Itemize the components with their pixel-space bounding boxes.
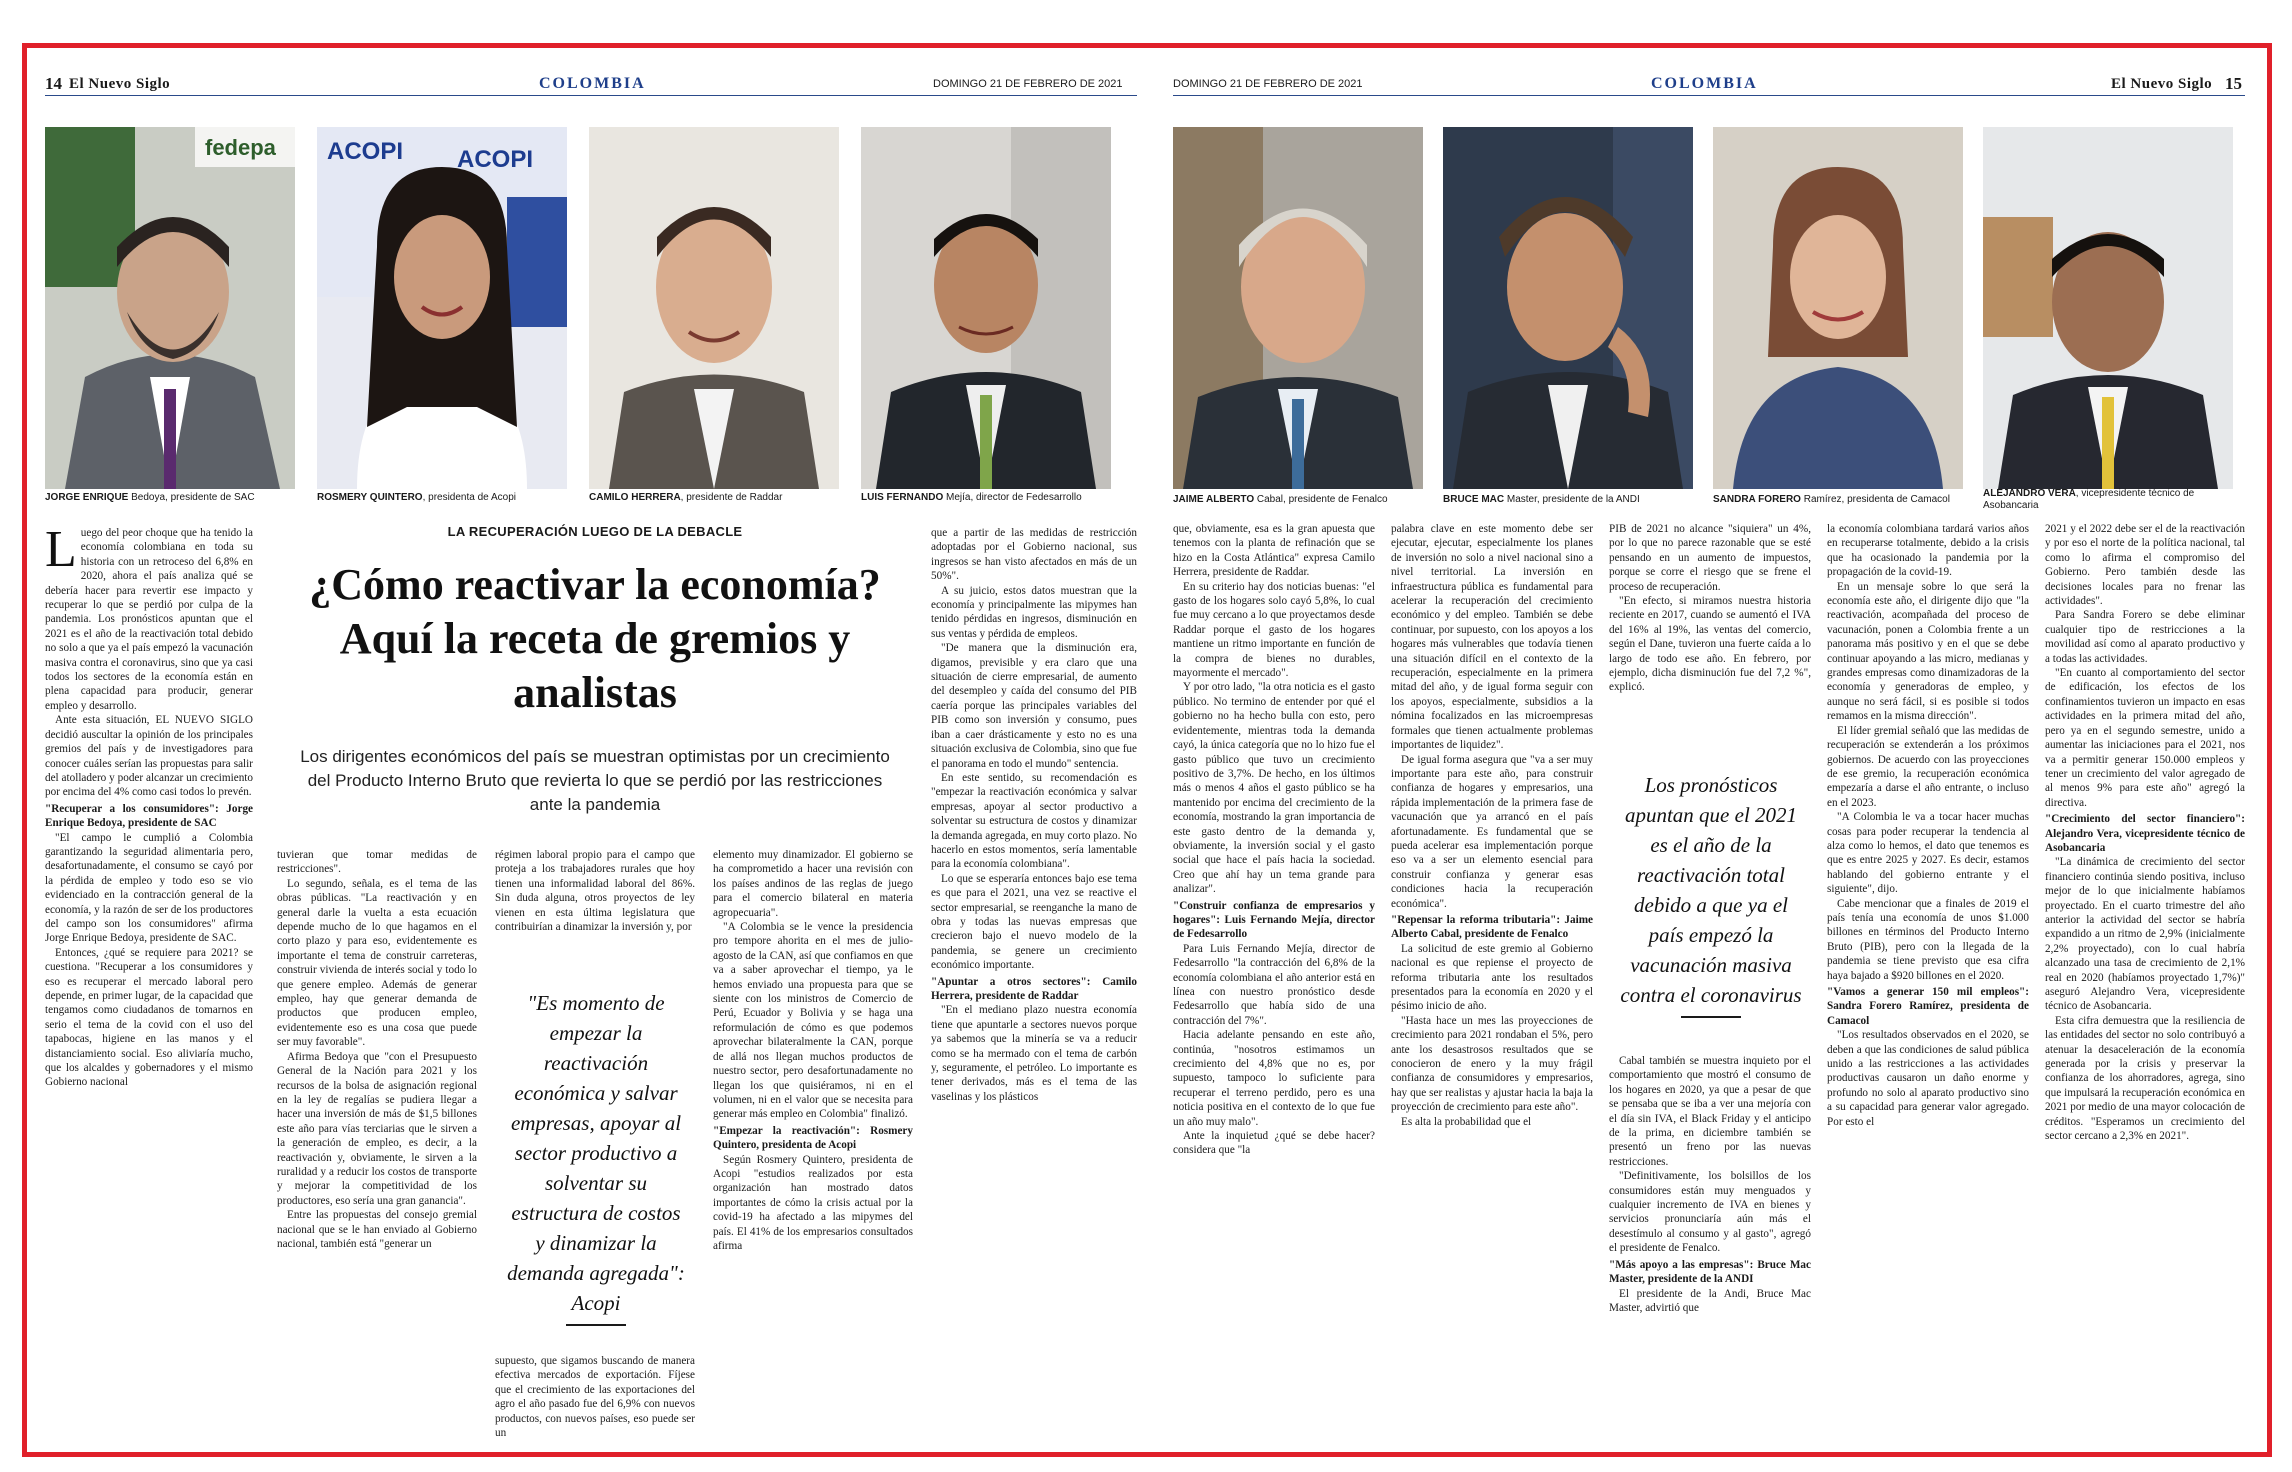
subheading: "Recuperar a los consumidores": Jorge Enrique Bedoya, presidente de SAC bbox=[45, 802, 253, 830]
photo-caption: JORGE ENRIQUE Bedoya, presidente de SAC bbox=[45, 492, 255, 503]
article-column-1: que, obviamente, esa es la gran apuesta que tenemos con la planta de refinación que se hizo en la Costa Atlántica" expresa Camilo Herrera, presidente de Raddar. En su criterio hay dos noticias buenas: "el gasto de los hogares solo cayó 5,8%, lo cual fue muy cercano a lo que proyectamos desde Raddar porque el gasto de los hogares mantiene un ritmo importante en función de la compra de bienes no durables, mayormente el mercado". Y por otro lado, "la otra noticia es el gasto público. No termino de entender por qué el gobierno no ha hecho bulla con esto, pero evidentemente, mientras toda la demanda cayó, la única categoría que no lo hizo fue el gasto público que tuvo un crecimiento positivo de 3,7%. De hecho, en los últimos más o menos 4 años el gasto público se ha mantenido por encima del crecimiento de la economía, mostrando la gran importancia de este gasto dentro de la demanda y, obviamente, la inversión social y el gasto social que hace el país hacia la sociedad. Creo que ahí hay un tema grande para analizar". "Construir confianza de empresarios y hogares": Luis Fernando Mejía, director de Fedesarrollo Para Luis Fernando Mejía, director de Fedesarrollo "la contracción del 6,8% de la economía colombiana el año anterior está en línea con nuestro pronóstico desde Fedesarrollo que había sido de una contracción del 7%". Hacia adelante pensando en este año, continúa, "nosotros estimamos un crecimiento del 4,8% que no es, por supuesto, tampoco lo suficiente para recuperar el terreno perdido, pero es una noticia positiva en el contexto de lo que fue un año muy malo". Ante la inquietud ¿qué se debe hacer? considera que "la bbox=[1173, 523, 1375, 1157]
subheading: "Repensar la reforma tributaria": Jaime Alberto Cabal, presidente de Fenalco bbox=[1391, 913, 1593, 941]
right-page-header bbox=[1173, 74, 2245, 96]
photo-bruce-mac-master bbox=[1443, 127, 1693, 489]
right-page bbox=[1173, 48, 2245, 1452]
paper-name: El Nuevo Siglo bbox=[69, 76, 171, 92]
article-column-4: elemento muy dinamizador. El gobierno se ha comprometido a hacer una revisión con los países andinos de las reglas de juego para el comercio bilateral en materia agropecuaria". "A Colombia se le vence la presidencia pro tempore ahorita en el mes de julio-agosto de la CAN, así que confiamos en que va a saber aprovechar el tiempo, ya le hemos enviado una propuesta para que se siente con los ministros de Comercio de Perú, Ecuador y Bolivia y se haga una reformulación de cómo es que podemos aprovechar bilateralmente la CAN, porque de allá nos llegan muchos productos de nuestro sector, pero desafortunadamente no llegan los que quisiéramos, ni en el volumen, ni en el valor que se necesita para generar más empleo en Colombia" finalizó. "Empezar la reactivación": Rosmery Quintero, presidenta de Acopi Según Rosmery Quintero, presidenta de Acopi "estudios realizados por esta organización han mostrado datos importantes de cómo la crisis actual por la covid-19 ha afectado a las mipymes del país. El 41% de los empresarios consultados afirma bbox=[713, 849, 913, 1252]
drop-cap: L bbox=[45, 521, 77, 578]
photo-caption: ROSMERY QUINTERO, presidenta de Acopi bbox=[317, 492, 516, 503]
photo-caption: JAIME ALBERTO Cabal, presidente de Fenalco bbox=[1173, 494, 1388, 505]
photo-caption: BRUCE MAC Master, presidente de la ANDI bbox=[1443, 494, 1640, 505]
section-name: COLOMBIA bbox=[539, 75, 646, 92]
article-column-3: PIB de 2021 no alcance "siquiera" un 4%, por lo que no parece razonable que se esté pensando en un aumento de impuestos, porque se corre el riesgo que se frene el proceso de recuperación. "En efecto, si miramos nuestra historia reciente en 2017, cuando se aumentó el IVA del 16% al 19%, las ventas del comercio, según el Dane, tuvieron una fuerte caída a lo largo de todo ese año. En febrero, por ejemplo, dicha disminución fue del 7,2 %", explicó. bbox=[1609, 523, 1811, 694]
page-number: 15 bbox=[2225, 74, 2242, 93]
photo-caption: ALEJANDRO VERA, vicepresidente técnico de Asobancaria bbox=[1983, 488, 2195, 511]
paper-name: El Nuevo Siglo bbox=[2111, 76, 2213, 92]
article-deck: Los dirigentes económicos del país se muestran optimistas por un crecimiento del Producto Interno Bruto que revierta lo que se perdió por las restricciones ante la pandemia bbox=[300, 747, 890, 814]
left-page bbox=[45, 48, 1137, 1452]
photo-rosmery-quintero bbox=[317, 127, 567, 489]
article-column-3: régimen laboral propio para el campo que proteja a los trabajadores rurales que hoy tienen una informalidad laboral del 86%. Sin duda alguna, otros proyectos de ley vienen en esta última legislatura que contribuirían a dinamizar la inversión y, por bbox=[495, 849, 695, 934]
article-column-3-continued: supuesto, que sigamos buscando de manera efectiva mercados de exportación. Fíjese que el crecimiento de las exportaciones del agro el año pasado fue del 6,9% con nuevos productos, con nuevos países, eso puede ser un bbox=[495, 1355, 695, 1440]
photo-alejandro-vera bbox=[1983, 127, 2233, 489]
photo-jaime-alberto-cabal bbox=[1173, 127, 1423, 489]
subheading: "Crecimiento del sector financiero": Alejandro Vera, vicepresidente técnico de Asobancaria bbox=[2045, 813, 2245, 854]
subheading: "Construir confianza de empresarios y hogares": Luis Fernando Mejía, director de Fedesarrollo bbox=[1173, 899, 1375, 941]
article-kicker: LA RECUPERACIÓN LUEGO DE LA DEBACLE bbox=[447, 524, 743, 539]
page-number: 14 bbox=[45, 74, 62, 93]
subheading: "Más apoyo a las empresas": Bruce Mac Master, presidente de la ANDI bbox=[1609, 1258, 1811, 1286]
article-column-4: la economía colombiana tardará varios años en recuperarse totalmente, debido a la crisis que ha ocasionado la pandemia por la propagación de la covid-19. En un mensaje sobre lo que será la economía este año, el dirigente dijo que "la reactivación, acompañada del proceso de vacunación, ponen a Colombia frente a un panorama más positivo y en el que se debe continuar apoyando a las micro, medianas y grandes empresas como dinamizadoras de la economía y generadoras de empleo, y aunque no será fácil, si es posible si todos remamos en la misma dirección". El líder gremial señaló que las medidas de recuperación se extenderán a los próximos gobiernos. De acuerdo con las proyecciones de ese gremio, la recuperación económica empezaría a darse el año entrante, o incluso en el 2023. "A Colombia le va a tocar hacer muchas cosas para poder recuperar la tendencia al alza como lo hemos, el dato que tenemos es que es entre 2025 y 2027. Es decir, estamos hablando del gobierno entrante y el siguiente", dijo. Cabe mencionar que a finales de 2019 el país tenía una economía de unos $1.000 billones en términos del Producto Interno Bruto (PIB), pero con la llegada de la pandemia se tiene previsto que esa cifra haya bajado a $920 billones en el 2020. "Vamos a generar 150 mil empleos": Sandra Forero Ramírez, presidenta de Camacol "Los resultados observados en el 2020, se deben a que las condiciones de salud pública unido a las restricciones a las actividades productivas causaron un daño enorme y profundo no solo al aparato productivo sino a su capacidad para generar valor agregado. Por esto el bbox=[1827, 523, 2029, 1128]
svg-text:ACOPI: ACOPI bbox=[457, 146, 534, 173]
article-headline: ¿Cómo reactivar la economía? Aquí la receta de gremios y analistas bbox=[309, 560, 881, 717]
photo-sandra-forero bbox=[1713, 127, 1963, 489]
article-column-1: Luego del peor choque que ha tenido la economía colombiana en toda su historia con un retroceso del 6,8% en 2020, ahora el país analiza qué se debería hacer para revertir ese impacto y recuperar lo que se perdió por culpa de la pandemia. Los pronósticos apuntan que el 2021 es el año de la reactivación total debido no solo a que ya el país empezó la vacunación masiva contra el coronavirus, sino que ya casi todos los sectores de la economía están en plena capacidad para producir, generar empleo y desarrollo. Ante esta situación, EL NUEVO SIGLO decidió auscultar la opinión de los principales gremios del país y de investigadores para conocer cuáles serían las propuestas para salir del atolladero y poder alcanzar un crecimiento por encima del 4% como casi todos lo prevén. "Recuperar a los consumidores": Jorge Enrique Bedoya, presidente de SAC "El campo le cumplió a Colombia garantizando la seguridad alimentaria pero, desafortunadamente, el consumo se cayó por la pérdida de empleo y todo eso se vio evidenciado en la contracción general de la economía, y la razón de ser de los productores del campo son los consumidores" afirma Jorge Enrique Bedoya, presidente de SAC. Entonces, ¿qué se requiere para 2021? se cuestiona. "Recuperar a los consumidores y eso es recuperar el mercado laboral pero depende, en primer lugar, de la capacidad que tengamos como ciudadanos de tomarnos en serio el tema de la covid con el uso del tapabocas, higiene en las manos y el distanciamiento social. Eso aliviaría mucho, que los alcaldes y gobernadores y el mismo Gobierno nacional bbox=[45, 521, 253, 1089]
article-column-2: tuvieran que tomar medidas de restricciones". Lo segundo, señala, es el tema de las obras públicas. "La reactivación y en general darle la vuelta a esta ecuación depende mucho de lo que hagamos en el corto plazo y para eso, evidentemente es importante el tema de construir carreteras, construir vivienda de interés social y todo lo que genere empleo. Además de generar empleo, hay que generar demanda de productos que producen empleo, evidentemente eso es una cosa que puede ser muy favorable". Afirma Bedoya que "con el Presupuesto General de la Nación para 2021 y los recursos de la bolsa de asignación regional en la ley de regalías se pudiera llegar a hacer una inversión de más de $1,5 billones este año para vías terciarias que le sirven a la generación de empleo, es decir, a la reactivación y, obviamente, le sirven a la ruralidad y a reducir los costos de transporte y mejorar la competitividad de los productores, eso sería una gran ganancia". Entre las propuestas del consejo gremial nacional que se le han enviado al Gobierno nacional, también está "generar un bbox=[277, 849, 477, 1250]
photo-caption: LUIS FERNANDO Mejía, director de Fedesarrollo bbox=[861, 492, 1082, 503]
pull-quote-rule bbox=[1681, 1016, 1741, 1018]
pull-quote: Los pronósticos apuntan que el 2021 es el año de la reactivación total debido a que ya el país empezó la vacunación masiva contra el coronavirus bbox=[1619, 770, 1803, 1026]
photo-camilo-herrera bbox=[589, 127, 839, 489]
section-name: COLOMBIA bbox=[1651, 75, 1758, 92]
left-page-header bbox=[45, 74, 1137, 96]
backdrop-text: fedepa bbox=[205, 135, 276, 160]
backdrop-text: ACOPI bbox=[327, 138, 404, 165]
newspaper-spread bbox=[22, 43, 2272, 1457]
photo-caption: SANDRA FORERO Ramírez, presidenta de Camacol bbox=[1713, 494, 1950, 505]
article-column-3-continued: Cabal también se muestra inquieto por el comportamiento que mostró el consumo de los hogares en 2020, ya que a pesar de que se pensaba que se iba a ver una mejoría con el día sin IVA, el Black Friday y el anticipo de la prima, en diciembre también se presentó un freno por las nuevas restricciones. "Definitivamente, los bolsillos de los consumidores están muy menguados y cualquier incremento de IVA en bienes y servicios pronunciaría aún más el desestímulo al consumo y al gasto", agregó el presidente de Fenalco. "Más apoyo a las empresas": Bruce Mac Master, presidente de la ANDI El presidente de la Andi, Bruce Mac Master, advirtió que bbox=[1609, 1055, 1811, 1314]
article-column-2: palabra clave en este momento debe ser ejecutar, ejecutar, especialmente los planes de inversión no solo a nivel nacional sino a nivel territorial. La inversión en infraestructura pública es fundamental para acelerar la recuperación del crecimiento económico y del empleo. También se debe continuar, por supuesto, con los apoyos a los hogares más vulnerables que todavía tienen una situación difícil en el contexto de la recuperación, especialmente en la primera mitad del año, y de igual forma seguir con los apoyos, especialmente, subsidios a la nómina focalizados en las microempresas formales que tienen actualmente problemas importantes de liquidez". De igual forma asegura que "va a ser muy importante para este año, para construir confianza de hogares y empresarios, una rápida implementación de la primera fase de vacunación que ya arrancó en el país afortunadamente. Es fundamental que se pueda acelerar esa implementación porque eso va a ser un elemento esencial para construir confianza y generar esas condiciones hacia la recuperación económica". "Repensar la reforma tributaria": Jaime Alberto Cabal, presidente de Fenalco La solicitud de este gremio al Gobierno nacional es que repiense el proyecto de reforma tributaria ante los resultados presentados para la economía en 2020 y el pésimo inicio de año. "Hasta hace un mes las proyecciones de crecimiento para 2021 rondaban el 5%, pero ante los desastrosos resultados que se conocieron de enero y la muy frágil confianza de consumidores y empresarios, hay que ser realistas y ajustar hacia la baja la proyección de crecimiento para este año". Es alta la probabilidad que el bbox=[1391, 523, 1593, 1128]
subheading: "Vamos a generar 150 mil empleos": Sandra Forero Ramírez, presidenta de Camacol bbox=[1827, 986, 2029, 1027]
subheading: "Empezar la reactivación": Rosmery Quintero, presidenta de Acopi bbox=[713, 1124, 913, 1152]
photo-jorge-enrique-bedoya bbox=[45, 127, 295, 489]
pull-quote: "Es momento de empezar la reactivación económica y salvar empresas, apoyar al sector productivo a solventar su estructura de costos y dinamizar la demanda agregada": Acopi bbox=[507, 988, 685, 1334]
issue-date: DOMINGO 21 DE FEBRERO DE 2021 bbox=[1173, 78, 1363, 90]
photo-luis-fernando-mejia bbox=[861, 127, 1111, 489]
subheading: "Apuntar a otros sectores": Camilo Herrera, presidente de Raddar bbox=[931, 975, 1137, 1002]
article-column-5: que a partir de las medidas de restricción adoptadas por el Gobierno nacional, sus ingresos se han visto afectados en más de un 50%". A su juicio, estos datos muestran que la economía y principalmente las mipymes han tenido pérdidas en ingresos, disminución en sus ventas y pérdida de empleos. "De manera que la disminución era, digamos, previsible y era claro que una situación de cierre empresarial, de aumento del desempleo y caída del consumo del PIB caería porque las principales variables del PIB como son inversión y consumo, pues iban a caer drásticamente y esto no es una situación exclusiva de Colombia, sino que fue el panorama en todo el mundo" sentencia. En este sentido, su recomendación es "empezar la reactivación económica y salvar empresas, apoyar al sector productivo a solventar su estructura de costos y dinamizar la demanda agregada, en muy corto plazo. No hacerlo en estos momentos, sería lamentable para la economía colombiana". Lo que se esperaría entonces bajo ese tema es que para el 2021, una vez se reactive el sector empresarial, se reenganche la mano de obra y todas las nuevas empresas que crecieron bajo el nuevo modelo de la pandemia, se genere un crecimiento económico importante. "Apuntar a otros sectores": Camilo Herrera, presidente de Raddar "En el mediano plazo nuestra economía tiene que apuntarle a sectores nuevos porque ya sabemos que la minería se va a reducir como se ha mermado con el tema de carbón y, seguramente, el petróleo. Lo importante es tener derivados, más es el tema de las vaselinas y los plásticos bbox=[931, 527, 1137, 1103]
photo-caption: CAMILO HERRERA, presidente de Raddar bbox=[589, 492, 783, 503]
pull-quote-rule bbox=[566, 1324, 626, 1326]
issue-date: DOMINGO 21 DE FEBRERO DE 2021 bbox=[933, 78, 1123, 90]
article-column-5: 2021 y el 2022 debe ser el de la reactivación y por eso el norte de la política nacional, tal como lo afirma el compromiso del Gobierno. Pero también desde las decisiones locales para no frenar las actividades". Para Sandra Forero se debe eliminar cualquier tipo de restricciones a la movilidad así como al aparato productivo y a todas las actividades. "En cuanto al comportamiento del sector de edificación, los efectos de los confinamientos tuvieron un impacto en esas actividades en la primera mitad del año, pero ya en el segundo semestre, unido a aumentar las iniciaciones para el 2021, nos va a permitir generar 150.000 empleos y tener un crecimiento del valor agregado de al menos 9% para este año" agregó la directiva. "Crecimiento del sector financiero": Alejandro Vera, vicepresidente técnico de Asobancaria "La dinámica de crecimiento del sector financiero continúa siendo positiva, incluso mejor de lo que inicialmente habíamos proyectado. En el cuarto trimestre del año anterior la actividad del sector se habría expandido a un ritmo de 2,9% (inicialmente 2,2% proyectado), con lo cual habría alcanzado una tasa de crecimiento de 2,1% real en 2020 (habíamos proyectado 1,7%)" aseguró Alejandro Vera, vicepresidente técnico de Asobancaria. Esta cifra demuestra que la resiliencia de las entidades del sector no solo contribuyó a atenuar la desaceleración de la economía generada por la crisis y preservar la confianza de los ahorradores, agrega, sino que impulsará la recuperación económica en 2021 por medio de una mayor colocación de créditos. "Esperamos un crecimiento del sector cercano a 2,3% en 2021". bbox=[2045, 523, 2245, 1143]
